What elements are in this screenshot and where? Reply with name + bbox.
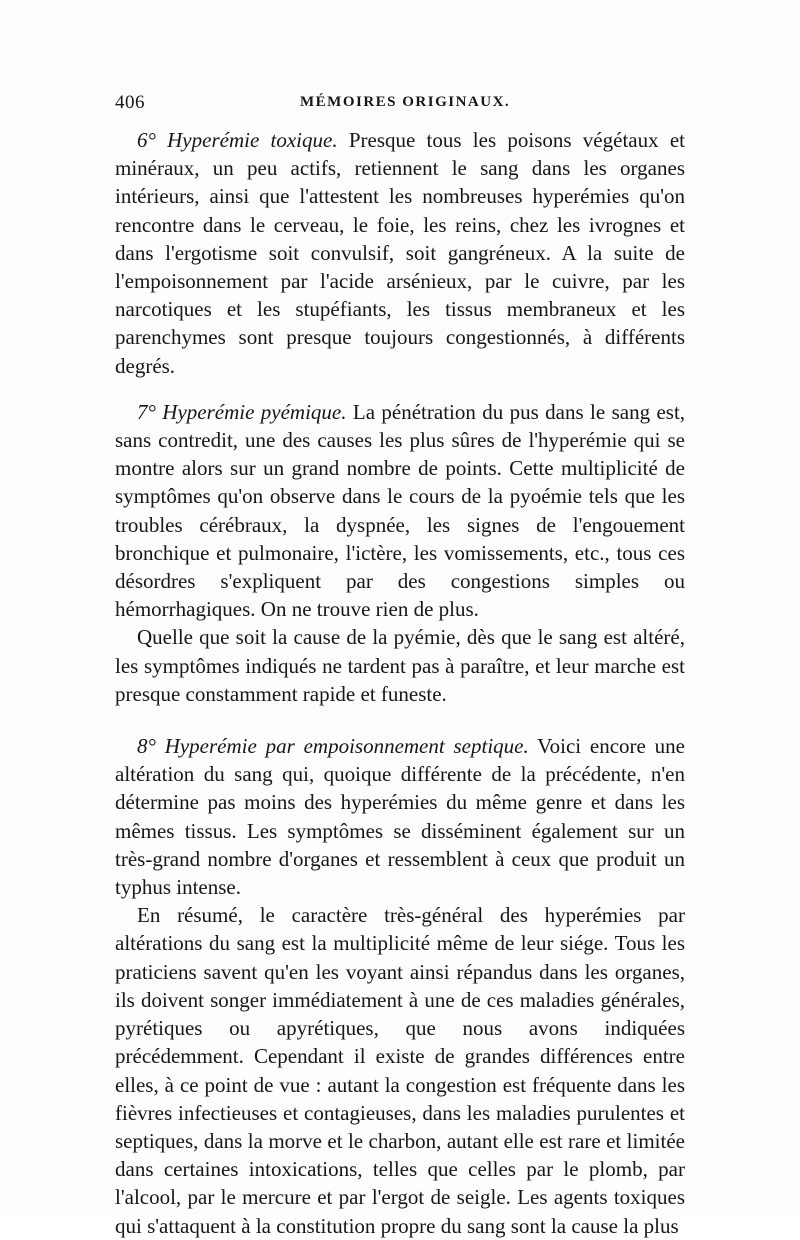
section-heading: 7° Hyperémie pyémique. <box>137 399 347 424</box>
paragraph-hyperemie-pyemique <box>115 398 685 624</box>
body-text <box>115 126 685 1240</box>
paragraph-empoisonnement-septique <box>115 732 685 901</box>
paragraph-text: Voici encore une altération du sang qui, quoique différente de la précédente, n'en détermine pas moins des hyperémies du même genre et dans les mêmes tissus. Les symptômes se disséminent également sur un très-grand nombre d'organes et ressemblent à ceux que produit un typhus intense. <box>115 734 685 900</box>
paragraph-resume <box>115 901 685 1239</box>
section-heading: 8° Hyperémie par empoisonnement septique. <box>137 734 529 759</box>
paragraph-text: Quelle que soit la cause de la pyémie, dès que le sang est altéré, les symptômes indiqués ne tardent pas à paraître, et leur marche est presque constamment rapide et funeste. <box>115 625 685 706</box>
section-heading: 6° Hyperémie toxique. <box>137 128 338 152</box>
paragraph-text: En résumé, le caractère très-général des hyperémies par altérations du sang est la multiplicité même de leur siége. Tous les praticiens savent qu'en les voyant ainsi répandus dans les organes, ils doivent songer immédiatement à une de ces maladies générales, pyrétiques ou apyrétiques, que nous avons indiquées précédemment. Cependant il existe de grandes différences entre elles, à ce point de vue : autant la congestion est fréquente dans les fièvres infectieuses et contagieuses, dans les maladies purulentes et septiques, dans la morve et le charbon, autant elle est rare et limitée dans certaines intoxications, telles que celles par le plomb, par l'alcool, par le mercure et par l'ergot de seigle. Les agents toxiques qui s'attaquent à la constitution propre du sang sont la cause la plus <box>115 903 685 1238</box>
running-title: MÉMOIRES ORIGINAUX. <box>300 94 511 110</box>
paragraph-text: Presque tous les poisons végétaux et minéraux, un peu actifs, retiennent le sang dans les organes intérieurs, ainsi que l'attestent les nombreuses hyperémies qu'on rencontre dans le cerveau, le foie, les reins, chez les ivrognes et dans l'ergotisme soit convulsif, soit gangréneux. A la suite de l'empoisonnement par l'acide arsénieux, par le cuivre, par les narcotiques et les stupéfiants, les tissus membraneux et les parenchymes sont presque toujours congestionnés, à différents degrés. <box>115 128 686 378</box>
page-number: 406 <box>115 92 145 113</box>
running-header <box>115 92 685 122</box>
paragraph-pyemie-cause <box>115 623 685 708</box>
paragraph-text: La pénétration du pus dans le sang est, sans contredit, une des causes les plus sûres de l'hyperémie qui se montre alors sur un grand nombre de points. Cette multiplicité de symptômes qu'on observe dans le cours de la pyoémie tels que les troubles cérébraux, la dyspnée, les signes de l'engouement bronchique et pulmonaire, l'ictère, les vomissements, etc., tous ces désordres s'expliquent par des congestions simples ou hémorrhagiques. On ne trouve rien de plus. <box>115 399 686 622</box>
paragraph-hyperemie-toxique <box>115 126 685 380</box>
